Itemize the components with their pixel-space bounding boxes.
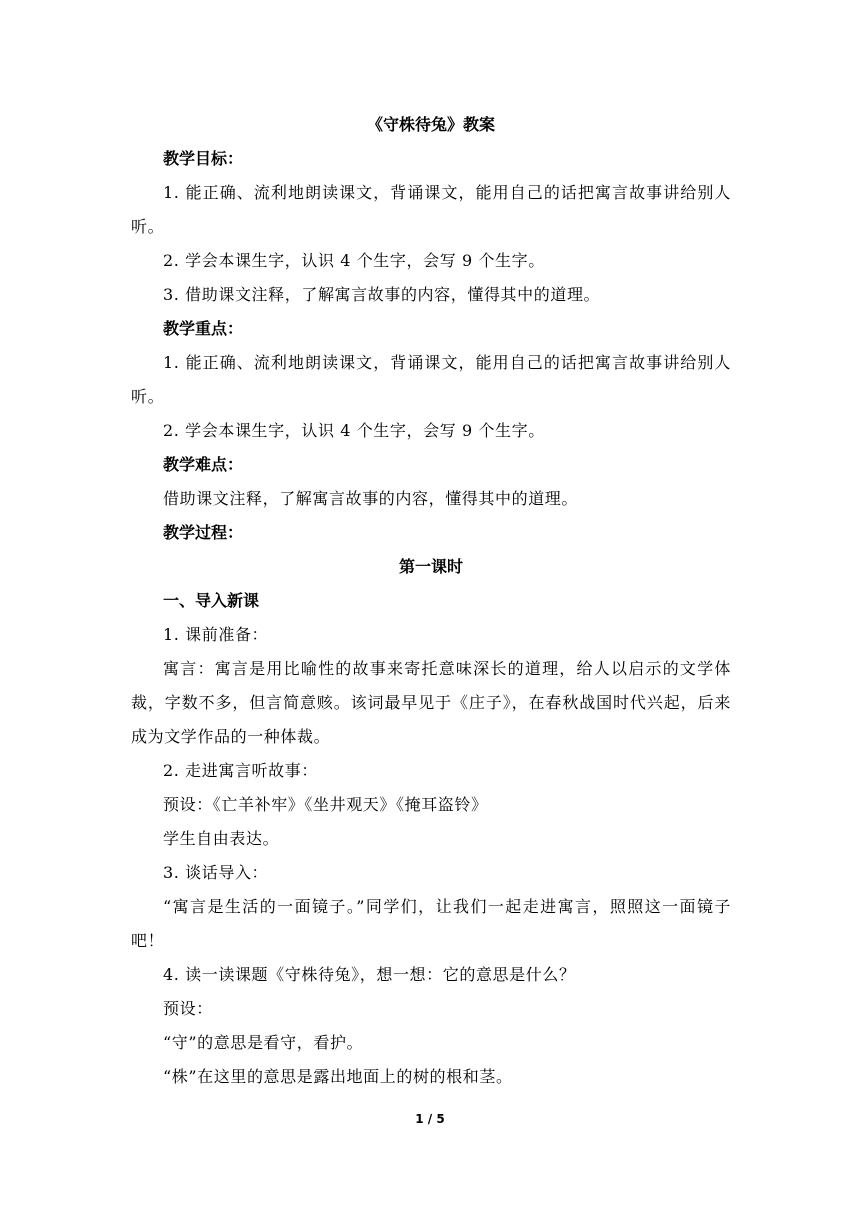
paragraph: 2. 学会本课生字，认识 4 个生字，会写 9 个生字。	[163, 251, 545, 270]
paragraph: 学生自由表达。	[163, 829, 280, 848]
document-body	[131, 108, 731, 1094]
paragraph: 借助课文注释，了解寓言故事的内容，懂得其中的道理。	[163, 489, 579, 508]
paragraph: 预设：	[163, 999, 213, 1018]
paragraph: “寓言是生活的一面镜子。”同学们，让我们一起走进寓言，照照这一面镜子吧！	[131, 897, 731, 950]
page-number: 1 / 5	[415, 1112, 445, 1126]
section-heading-key-points: 教学重点：	[163, 319, 244, 338]
paragraph: 3. 谈话导入：	[163, 863, 269, 882]
paragraph: 3. 借助课文注释，了解寓言故事的内容，懂得其中的道理。	[163, 285, 601, 304]
paragraph: 2. 学会本课生字，认识 4 个生字，会写 9 个生字。	[163, 421, 545, 440]
section-heading-process: 教学过程：	[163, 523, 244, 542]
section-heading-goals: 教学目标：	[163, 149, 244, 168]
paragraph: “守”的意思是看守，看护。	[163, 1033, 364, 1052]
section-heading-difficulties: 教学难点：	[163, 455, 244, 474]
paragraph: “株”在这里的意思是露出地面上的树的根和茎。	[163, 1067, 513, 1086]
paragraph: 寓言：寓言是用比喻性的故事来寄托意味深长的道理，给人以启示的文学体裁，字数不多，但言简意赅。该词最早见于《庄子》，在春秋战国时代兴起，后来成为文学作品的一种体裁。	[131, 659, 731, 746]
paragraph: 4. 读一读课题《守株待兔》，想一想：它的意思是什么？	[163, 965, 576, 984]
paragraph: 预设：《亡羊补牢》《坐井观天》《掩耳盗铃》	[163, 795, 488, 814]
paragraph: 1. 课前准备：	[163, 625, 269, 644]
paragraph: 1. 能正确、流利地朗读课文，背诵课文，能用自己的话把寓言故事讲给别人听。	[131, 353, 731, 406]
paragraph: 2. 走进寓言听故事：	[163, 761, 318, 780]
document-title: 《守株待兔》教案	[366, 115, 495, 134]
lesson-period-heading: 第一课时	[398, 557, 463, 576]
paragraph: 1. 能正确、流利地朗读课文，背诵课文，能用自己的话把寓言故事讲给别人听。	[131, 183, 731, 236]
section-heading-intro: 一、导入新课	[163, 591, 260, 610]
